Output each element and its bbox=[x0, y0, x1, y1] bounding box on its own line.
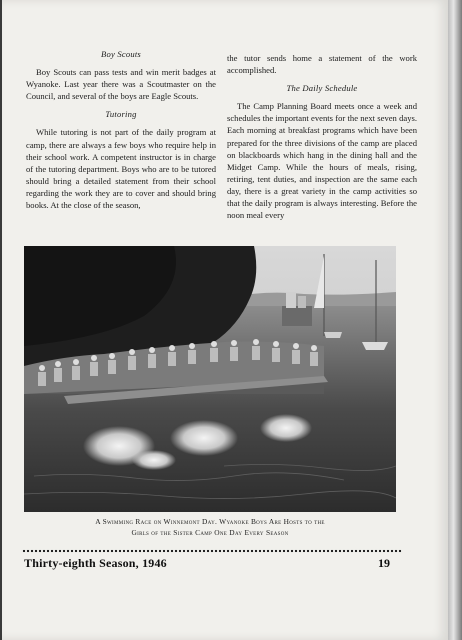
photo-illustration bbox=[24, 246, 396, 512]
paragraph-boy-scouts: Boy Scouts can pass tests and win merit badges at Wyanoke. Last year there was a Scoutmaster on the Council, and several of the boys are Eagle Scouts. bbox=[26, 67, 216, 102]
paragraph-tutor-continued: the tutor sends home a statement of the work accomplished. bbox=[227, 53, 417, 76]
photo-caption bbox=[24, 516, 396, 538]
page-edge-shadow bbox=[448, 0, 462, 640]
footer-divider bbox=[22, 549, 402, 553]
caption-line-2: Girls of the Sister Camp One Day Every Season bbox=[131, 528, 289, 537]
left-column bbox=[26, 48, 216, 217]
document-page bbox=[2, 0, 448, 640]
caption-line-1: A Swimming Race on Winnemont Day. Wyanoke Boys Are Hosts to the bbox=[95, 517, 325, 526]
page-number: 19 bbox=[378, 556, 390, 570]
heading-daily-schedule: The Daily Schedule bbox=[286, 83, 358, 94]
paragraph-tutoring: While tutoring is not part of the daily program at camp, there are always a few boys who require help in their school work. A competent instructor is in charge of the tutoring department. Boys who are to be tutored should bring a detailed statement from their school regarding the work they are to cover and should bring books. At the close of the season, bbox=[26, 127, 216, 211]
footer-season: Thirty-eighth Season, 1946 bbox=[24, 556, 167, 570]
heading-tutoring: Tutoring bbox=[105, 109, 137, 120]
swimming-race-photo bbox=[24, 246, 396, 512]
paragraph-daily-schedule: The Camp Planning Board meets once a week and schedules the important events for the next seven days. Each morning at breakfast programs which have been prepared for the three divisions of the camp are placed on blackboards which hang in the dining hall and the Midget Camp. While the hours of meals, rising, retiring, tent duties, and inspection are the same each day, there is a great variety in the camp activities so that the daily program is always interesting. Before the noon meal every bbox=[227, 101, 417, 221]
right-column bbox=[227, 52, 417, 227]
heading-boy-scouts: Boy Scouts bbox=[101, 49, 141, 59]
